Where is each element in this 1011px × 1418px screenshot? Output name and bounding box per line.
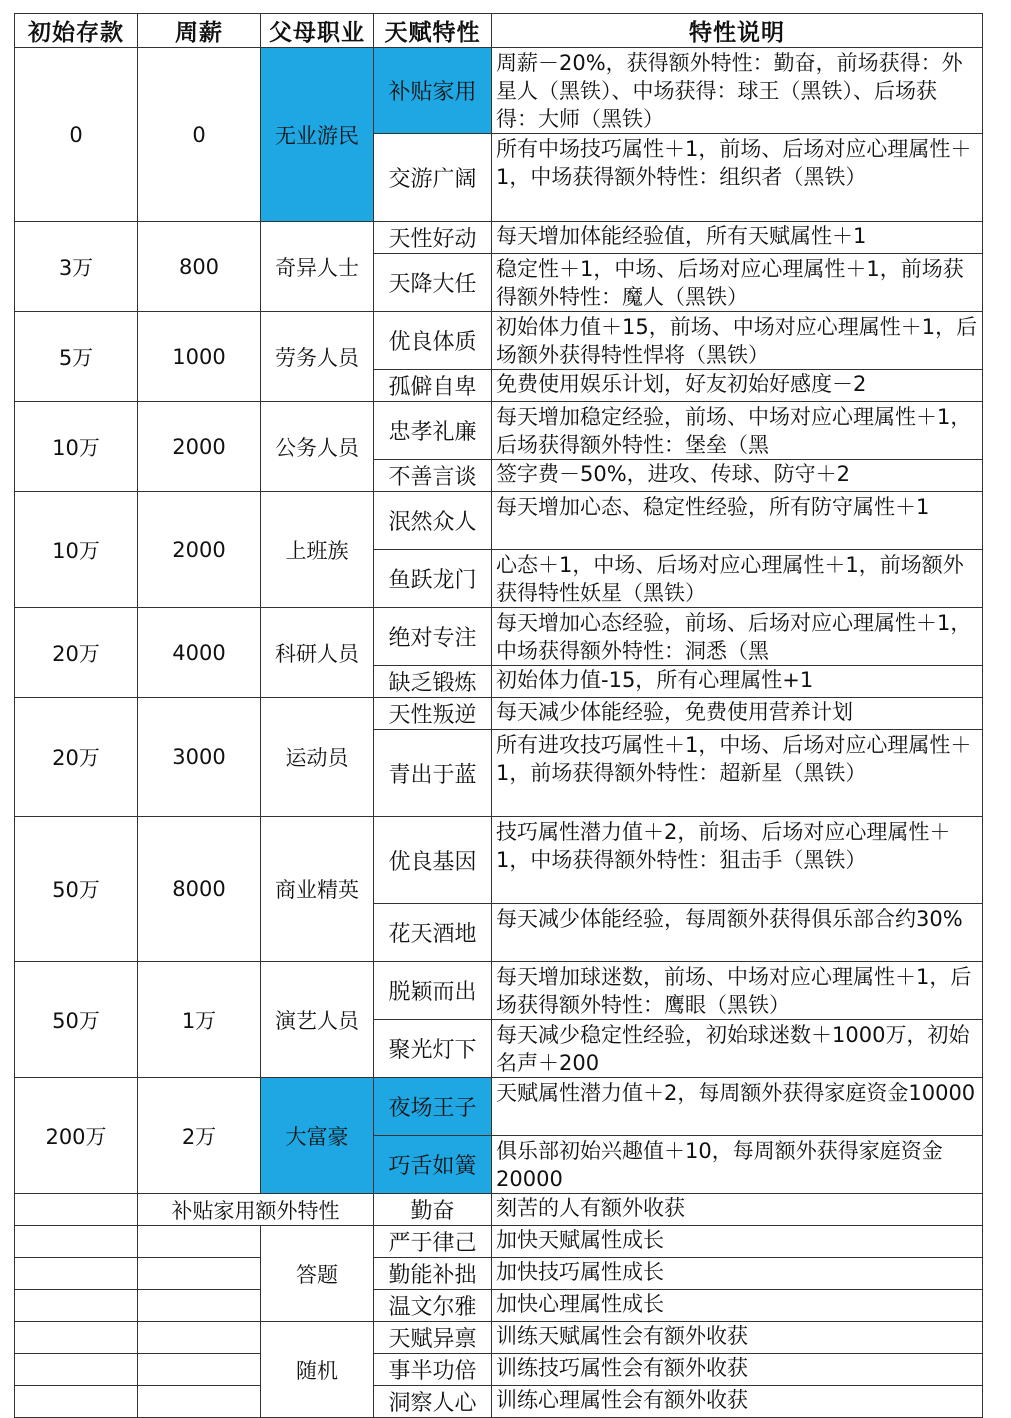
description-cell: 俱乐部初始兴趣值＋10，每周额外获得家庭资金20000 [492, 1136, 983, 1194]
description-cell: 每天增加体能经验值，所有天赋属性＋1 [492, 222, 983, 254]
trait-cell: 忠孝礼廉 [374, 402, 492, 460]
table-row [15, 698, 983, 730]
deposit-cell: 5万 [15, 312, 138, 402]
empty-cell [138, 1258, 261, 1290]
deposit-cell: 0 [15, 48, 138, 222]
empty-cell [138, 1290, 261, 1322]
table-row [15, 492, 983, 550]
description-cell: 签字费－50%，进攻、传球、防守＋2 [492, 460, 983, 492]
extra-quiz-row [15, 1258, 983, 1290]
table-row [15, 312, 983, 370]
extra-random-row [15, 1354, 983, 1386]
description-cell: 加快心理属性成长 [492, 1290, 983, 1322]
extra-quiz-row [15, 1226, 983, 1258]
description-cell: 初始体力值-15，所有心理属性+1 [492, 666, 983, 698]
salary-cell: 4000 [138, 608, 261, 698]
trait-cell: 泯然众人 [374, 492, 492, 550]
description-cell: 免费使用娱乐计划，好友初始好感度－2 [492, 370, 983, 402]
trait-cell: 事半功倍 [374, 1354, 492, 1386]
description-cell: 所有进攻技巧属性＋1，中场、后场对应心理属性＋1，前场获得额外特性：超新星（黑铁） [492, 730, 983, 817]
parent-job-cell: 无业游民 [261, 48, 374, 222]
parent-job-cell: 演艺人员 [261, 962, 374, 1078]
empty-cell [15, 1322, 138, 1354]
salary-cell: 0 [138, 48, 261, 222]
trait-cell: 缺乏锻炼 [374, 666, 492, 698]
trait-cell: 脱颖而出 [374, 962, 492, 1020]
trait-cell: 花天酒地 [374, 904, 492, 962]
trait-cell: 天性叛逆 [374, 698, 492, 730]
trait-cell: 鱼跃龙门 [374, 550, 492, 608]
description-cell: 训练天赋属性会有额外收获 [492, 1322, 983, 1354]
parent-job-cell: 奇异人士 [261, 222, 374, 312]
deposit-cell: 50万 [15, 962, 138, 1078]
parent-job-cell: 劳务人员 [261, 312, 374, 402]
deposit-cell: 20万 [15, 608, 138, 698]
quiz-label: 答题 [261, 1226, 374, 1322]
trait-cell: 优良基因 [374, 817, 492, 904]
table-row [15, 608, 983, 666]
trait-cell: 天性好动 [374, 222, 492, 254]
parent-job-cell: 公务人员 [261, 402, 374, 492]
trait-cell: 天降大任 [374, 254, 492, 312]
description-cell: 每天减少稳定性经验，初始球迷数＋1000万，初始名声＋200 [492, 1020, 983, 1078]
empty-cell [15, 1290, 138, 1322]
extra-quiz-row [15, 1290, 983, 1322]
description-cell: 周薪－20%，获得额外特性：勤奋，前场获得：外星人（黑铁）、中场获得：球王（黑铁）、后场获得：大师（黑铁） [492, 48, 983, 134]
trait-cell: 天赋异禀 [374, 1322, 492, 1354]
extra-subsidy-row [15, 1194, 983, 1226]
salary-cell: 1000 [138, 312, 261, 402]
trait-cell: 交游广阔 [374, 134, 492, 222]
trait-cell: 勤能补拙 [374, 1258, 492, 1290]
empty-cell [15, 1354, 138, 1386]
random-label: 随机 [261, 1322, 374, 1418]
salary-cell: 2000 [138, 402, 261, 492]
empty-cell [15, 1194, 138, 1226]
salary-cell: 2000 [138, 492, 261, 608]
trait-cell: 不善言谈 [374, 460, 492, 492]
deposit-cell: 50万 [15, 817, 138, 962]
extra-random-row [15, 1322, 983, 1354]
trait-cell: 孤僻自卑 [374, 370, 492, 402]
header-parent-job: 父母职业 [261, 14, 374, 48]
trait-cell: 洞察人心 [374, 1386, 492, 1418]
description-cell: 稳定性＋1，中场、后场对应心理属性＋1，前场获得额外特性：魔人（黑铁） [492, 254, 983, 312]
empty-cell [138, 1386, 261, 1418]
salary-cell: 3000 [138, 698, 261, 817]
table-row [15, 817, 983, 904]
salary-cell: 1万 [138, 962, 261, 1078]
header-row [15, 14, 983, 48]
salary-cell: 800 [138, 222, 261, 312]
empty-cell [15, 1386, 138, 1418]
trait-cell: 夜场王子 [374, 1078, 492, 1136]
deposit-cell: 3万 [15, 222, 138, 312]
parent-job-cell: 大富豪 [261, 1078, 374, 1194]
salary-cell: 8000 [138, 817, 261, 962]
description-cell: 刻苦的人有额外收获 [492, 1194, 983, 1226]
table-row [15, 962, 983, 1020]
table-row [15, 1078, 983, 1136]
deposit-cell: 10万 [15, 492, 138, 608]
table-row [15, 222, 983, 254]
empty-cell [138, 1226, 261, 1258]
trait-cell: 青出于蓝 [374, 730, 492, 817]
description-cell: 每天增加心态、稳定性经验，所有防守属性＋1 [492, 492, 983, 550]
trait-cell: 优良体质 [374, 312, 492, 370]
subsidy-extra-label: 补贴家用额外特性 [138, 1194, 374, 1226]
parent-job-cell: 商业精英 [261, 817, 374, 962]
table-row [15, 402, 983, 460]
header-salary: 周薪 [138, 14, 261, 48]
trait-cell: 聚光灯下 [374, 1020, 492, 1078]
parent-job-cell: 科研人员 [261, 608, 374, 698]
description-cell: 训练心理属性会有额外收获 [492, 1386, 983, 1418]
description-cell: 技巧属性潜力值＋2，前场、后场对应心理属性＋1，中场获得额外特性：狙击手（黑铁） [492, 817, 983, 904]
description-cell: 心态＋1，中场、后场对应心理属性＋1，前场额外获得特性妖星（黑铁） [492, 550, 983, 608]
parent-job-cell: 上班族 [261, 492, 374, 608]
description-cell: 每天增加心态经验，前场、后场对应心理属性＋1，中场获得额外特性：洞悉（黑 [492, 608, 983, 666]
trait-cell: 勤奋 [374, 1194, 492, 1226]
description-cell: 加快技巧属性成长 [492, 1258, 983, 1290]
trait-table [14, 13, 983, 1418]
trait-cell: 补贴家用 [374, 48, 492, 134]
description-cell: 每天增加球迷数，前场、中场对应心理属性＋1，后场获得额外特性：鹰眼（黑铁） [492, 962, 983, 1020]
trait-cell: 巧舌如簧 [374, 1136, 492, 1194]
trait-cell: 绝对专注 [374, 608, 492, 666]
table-row [15, 48, 983, 134]
description-cell: 初始体力值＋15，前场、中场对应心理属性＋1，后场额外获得特性悍将（黑铁） [492, 312, 983, 370]
deposit-cell: 20万 [15, 698, 138, 817]
header-description: 特性说明 [492, 14, 983, 48]
description-cell: 每天减少体能经验，每周额外获得俱乐部合约30% [492, 904, 983, 962]
salary-cell: 2万 [138, 1078, 261, 1194]
trait-cell: 温文尔雅 [374, 1290, 492, 1322]
parent-job-cell: 运动员 [261, 698, 374, 817]
header-trait: 天赋特性 [374, 14, 492, 48]
header-deposit: 初始存款 [15, 14, 138, 48]
description-cell: 天赋属性潜力值＋2，每周额外获得家庭资金10000 [492, 1078, 983, 1136]
empty-cell [15, 1226, 138, 1258]
description-cell: 每天增加稳定经验，前场、中场对应心理属性＋1，后场获得额外特性：堡垒（黑 [492, 402, 983, 460]
description-cell: 训练技巧属性会有额外收获 [492, 1354, 983, 1386]
extra-random-row [15, 1386, 983, 1418]
deposit-cell: 10万 [15, 402, 138, 492]
description-cell: 加快天赋属性成长 [492, 1226, 983, 1258]
description-cell: 每天减少体能经验，免费使用营养计划 [492, 698, 983, 730]
empty-cell [15, 1258, 138, 1290]
trait-cell: 严于律己 [374, 1226, 492, 1258]
empty-cell [138, 1354, 261, 1386]
deposit-cell: 200万 [15, 1078, 138, 1194]
empty-cell [138, 1322, 261, 1354]
description-cell: 所有中场技巧属性＋1，前场、后场对应心理属性＋1，中场获得额外特性：组织者（黑铁） [492, 134, 983, 222]
